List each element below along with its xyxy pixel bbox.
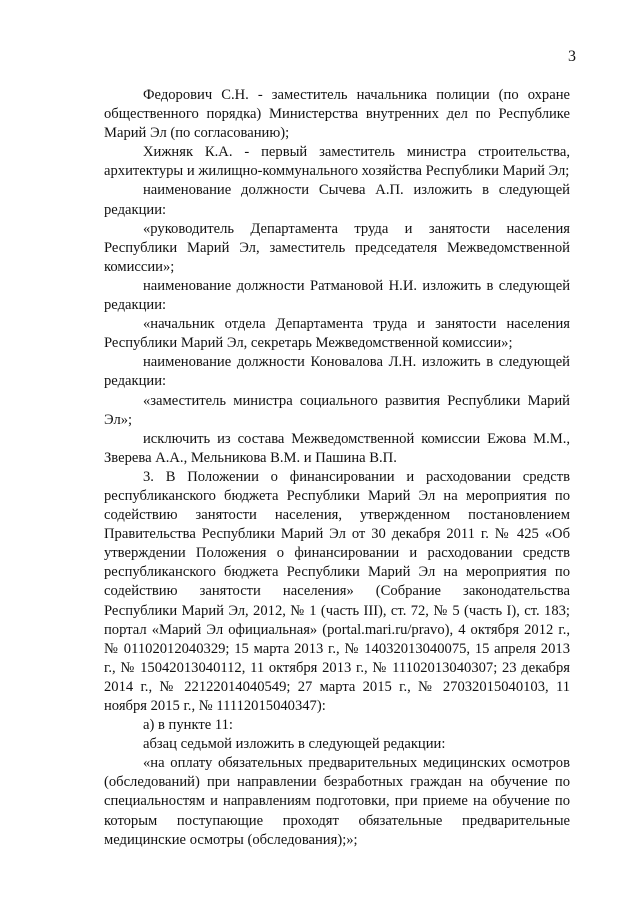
paragraph-fedorovich: Федорович С.Н. - заместитель начальника полиции (по охране общественного порядка) Министерства внутренних дел по Республике Марий Эл (по согласованию); [104,87,570,142]
document-body [104,86,570,850]
paragraph-exclusion: исключить из состава Межведомственной комиссии Ежова М.М., Зверева А.А., Мельникова В.М. и Пашина В.П. [104,430,570,466]
paragraph-subitem-a: а) в пункте 11: [143,717,233,734]
paragraph-sychev-new-title: «руководитель Департамента труда и занятости населения Республики Марий Эл, заместитель председателя Межведомственной комиссии»; [104,220,570,275]
paragraph-new-wording: «на оплату обязательных предварительных медицинских осмотров (обследований) при направлении безработных граждан на обучение по специальностям и направлениям подготовки, при приеме на обучение по которым поступающие проходят обязательные предварительные медицинские осмотры (обследования);»; [104,755,570,848]
paragraph-ratmanova-new-title: «начальник отдела Департамента труда и занятости населения Республики Марий Эл, секретарь Межведомственной комиссии»; [104,316,570,352]
paragraph-ratmanova-title-change: наименование должности Ратмановой Н.И. изложить в следующей редакции: [104,277,570,314]
page-number: 3 [568,48,576,65]
paragraph-sychev-title-change: наименование должности Сычева А.П. изложить в следующей редакции: [104,182,570,218]
paragraph-konovalov-title-change: наименование должности Коновалова Л.Н. изложить в следующей редакции: [104,354,570,390]
paragraph-konovalov-new-title: «заместитель министра социального развития Республики Марий Эл»; [104,392,570,428]
paragraph-seventh-abzac: абзац седьмой изложить в следующей редакции: [143,736,446,753]
paragraph-khizhnyak: Хижняк К.А. - первый заместитель министра строительства, архитектуры и жилищно-коммунального хозяйства Республики Марий Эл; [104,144,570,180]
paragraph-item-3: 3. В Положении о финансировании и расходовании средств республиканского бюджета Республики Марий Эл на мероприятия по содействию занятости населения, утвержденном постановлением Правительства Республики Марий Эл от 30 декабря 2011 г. № 425 «Об утверждении Положения о финансировании и расходовании средств республиканского бюджета Республики Марий Эл на мероприятия по содействию занятости населения» (Собрание законодательства Республики Марий Эл, 2012, № 1 (часть III), ст. 72, № 5 (часть I), ст. 183; портал «Марий Эл официальная» (portal.mari.ru/pravo), 4 октября 2012 г., № 01102012040329; 15 марта 2013 г., № 14032013040075, 15 апреля 2013 г., № 15042013040112, 11 октября 2013 г., № 11102013040307; 23 декабря 2014 г., № 22122014040549; 27 марта 2015 г., № 27032015040103, 11 ноября 2015 г., № 11112015040347): [104,468,570,714]
